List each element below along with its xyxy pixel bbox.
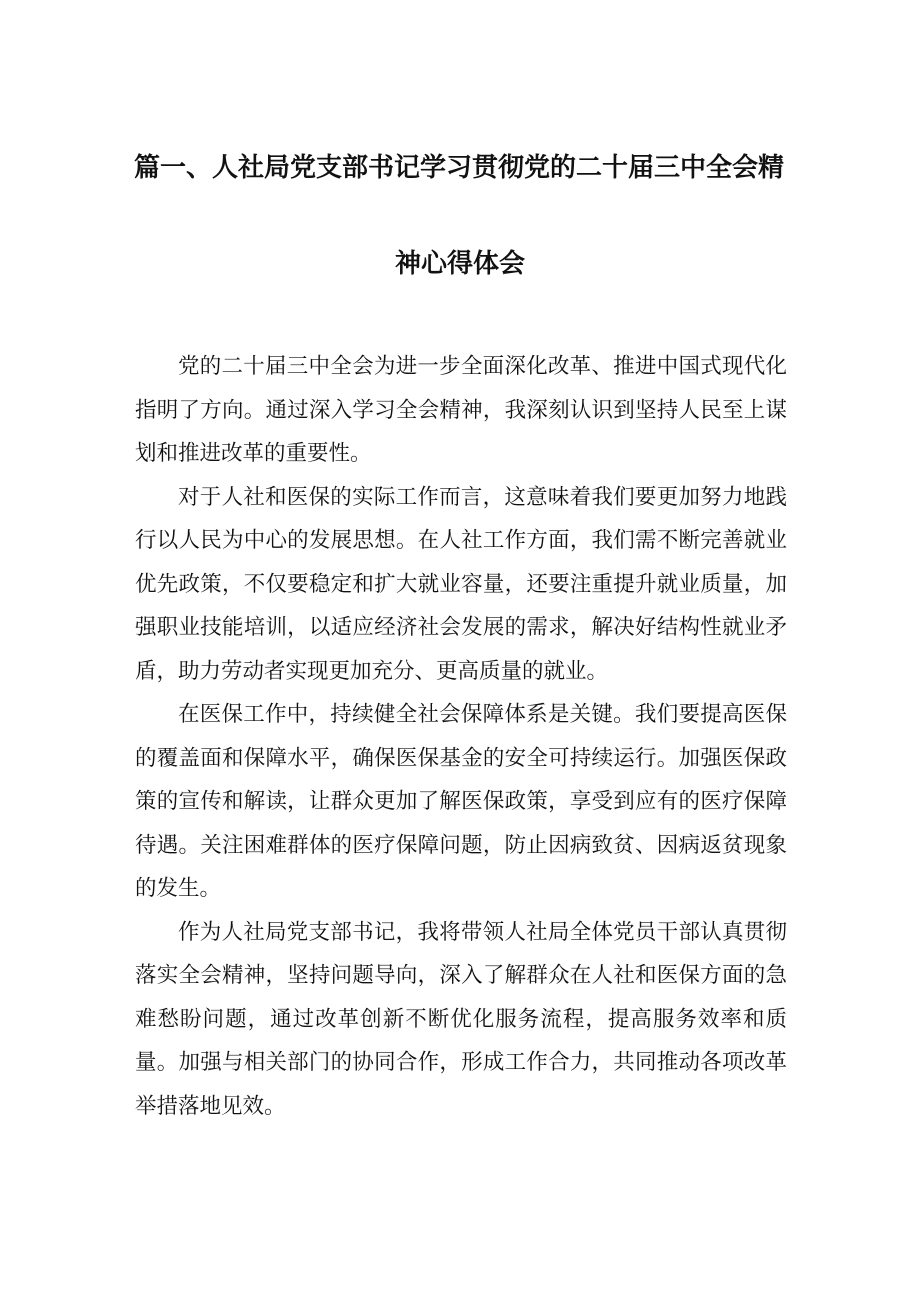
document-title-line-1: 篇一、人社局党支部书记学习贯彻党的二十届三中全会精 — [134, 153, 785, 183]
paragraph-2: 对于人社和医保的实际工作而言，这意味着我们要更加努力地践行以人民为中心的发展思想。在人社工作方面，我们需不断完善就业优先政策，不仅要稳定和扩大就业容量，还要注重提升就业质量，加强职业技能培训，以适应经济社会发展的需求，解决好结构性就业矛盾，助力劳动者实现更加充分、更高质量的就业。 — [135, 484, 787, 684]
paragraph-4: 作为人社局党支部书记，我将带领人社局全体党员干部认真贯彻落实全会精神，坚持问题导向，深入了解群众在人社和医保方面的急难愁盼问题，通过改革创新不断优化服务流程，提高服务效率和质量。加强与相关部门的协同合作，形成工作合力，共同推动各项改革举措落地见效。 — [135, 919, 787, 1119]
document-body — [135, 345, 787, 1128]
paragraph-1: 党的二十届三中全会为进一步全面深化改革、推进中国式现代化指明了方向。通过深入学习全会精神，我深刻认识到坚持人民至上谋划和推进改革的重要性。 — [135, 354, 787, 466]
document-title-line-2: 神心得体会 — [394, 249, 525, 279]
paragraph-3: 在医保工作中，持续健全社会保障体系是关键。我们要提高医保的覆盖面和保障水平，确保医保基金的安全可持续运行。加强医保政策的宣传和解读，让群众更加了解医保政策，享受到应有的医疗保障待遇。关注困难群体的医疗保障问题，防止因病致贫、因病返贫现象的发生。 — [135, 702, 787, 901]
